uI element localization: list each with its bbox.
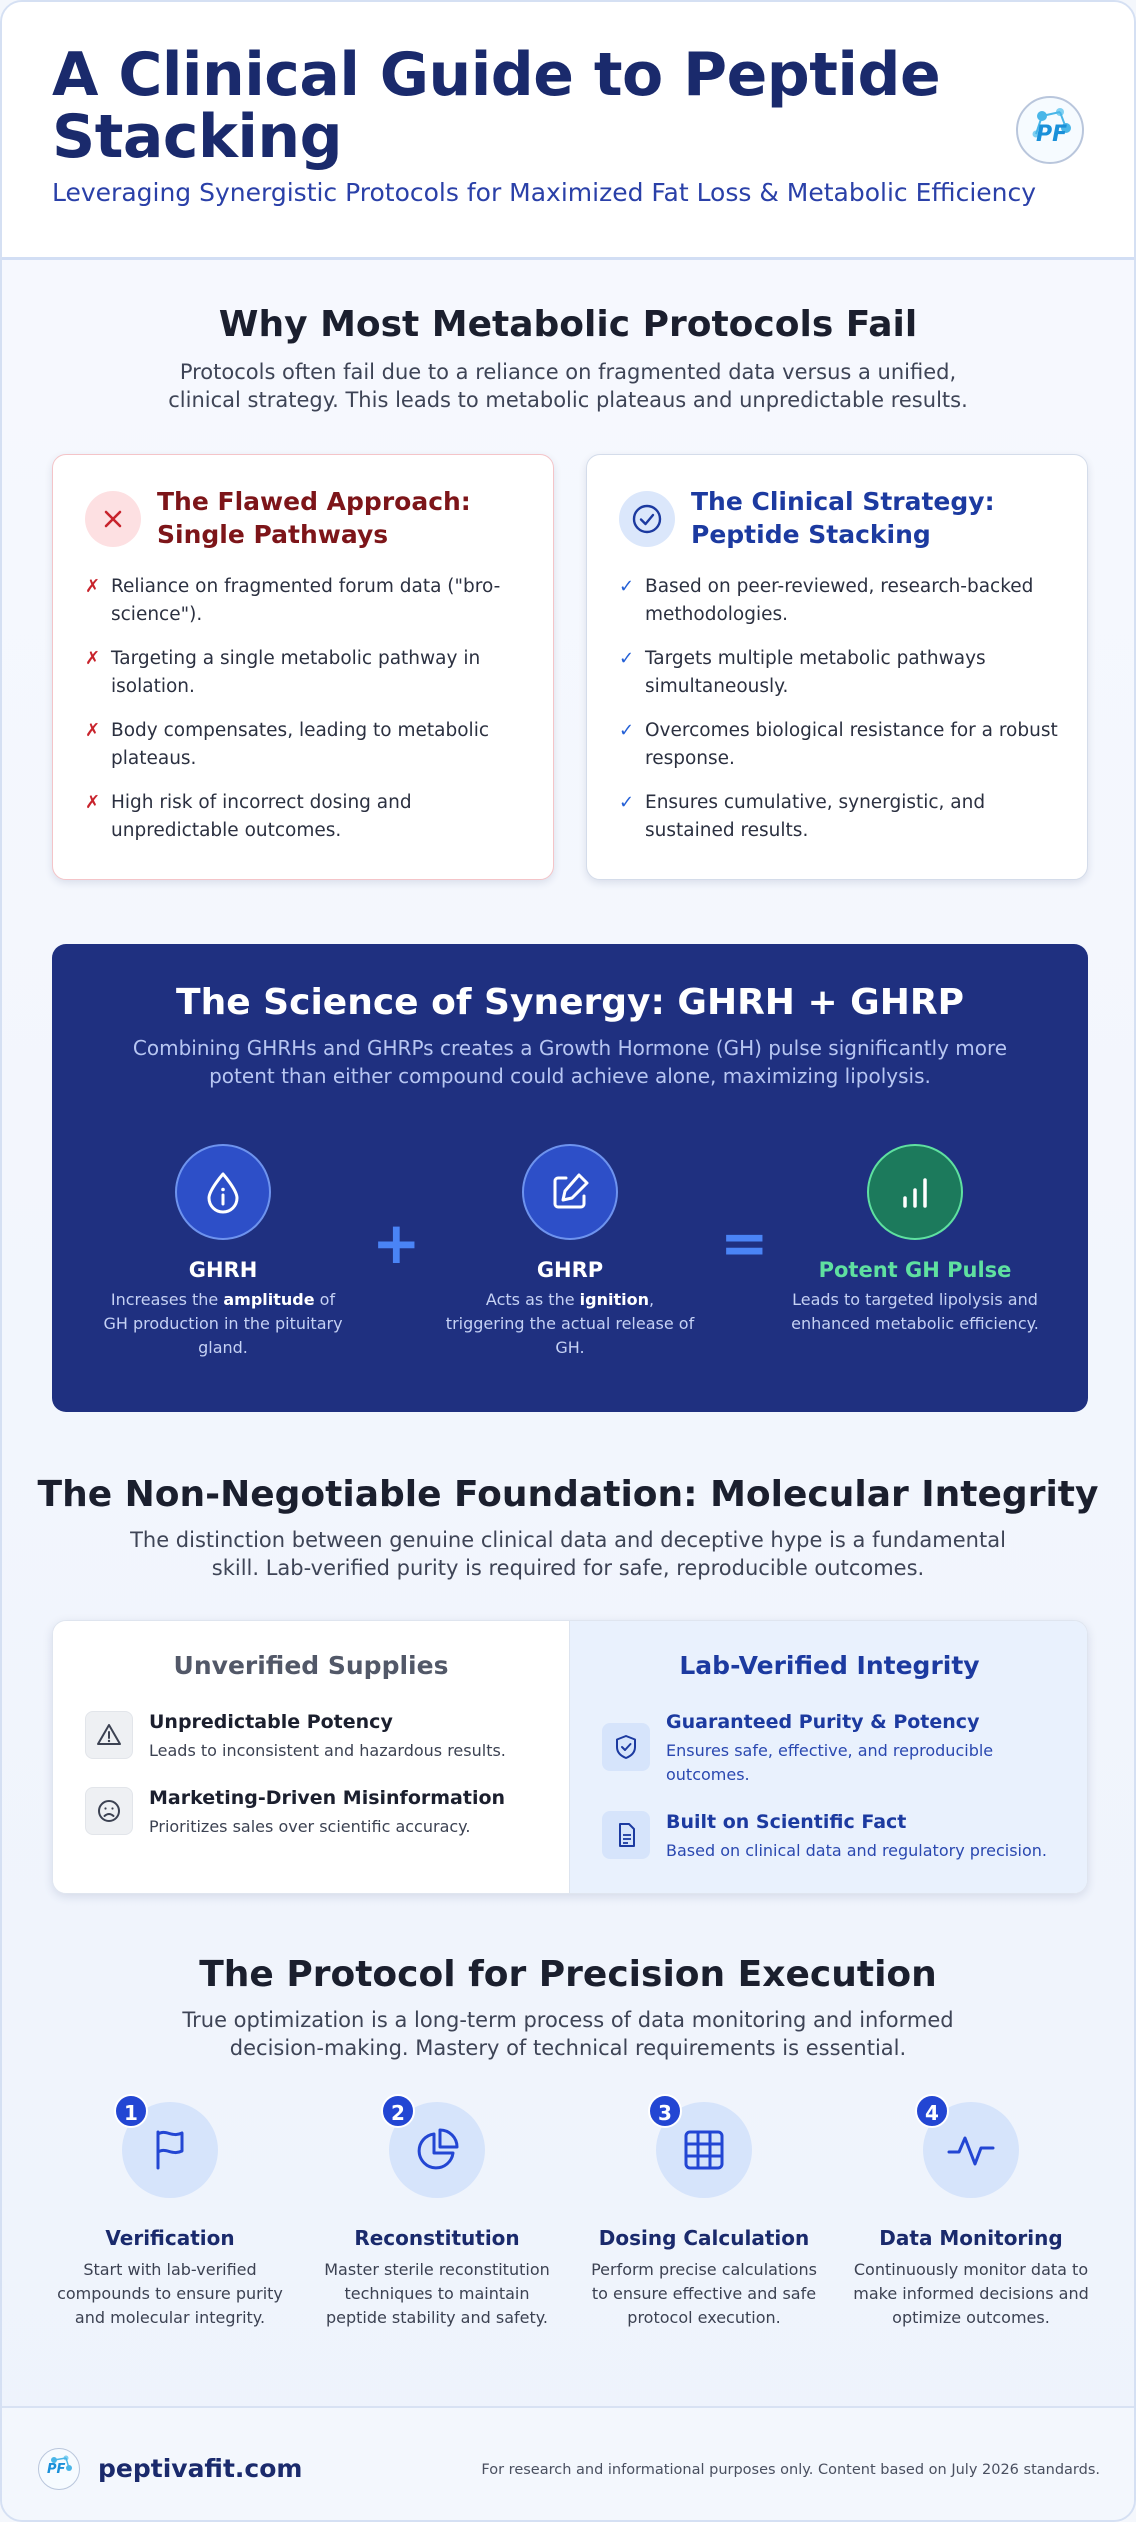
result-name: Potent GH Pulse bbox=[818, 1258, 1012, 1282]
ghrp-circle bbox=[522, 1144, 618, 1240]
step-circle bbox=[923, 2102, 1019, 2198]
unverified-column bbox=[53, 1621, 570, 1894]
ghrp-description bbox=[445, 1288, 695, 1360]
list-item bbox=[85, 717, 525, 789]
step-title: Verification bbox=[105, 2226, 235, 2250]
shield-check-icon bbox=[602, 1723, 650, 1771]
check-mark-icon: ✓ bbox=[619, 576, 635, 597]
ghrh-circle bbox=[175, 1144, 271, 1240]
list-item bbox=[619, 717, 1059, 789]
edit-pencil-icon bbox=[522, 1144, 618, 1240]
ghrp-text-part: , triggering the actual release of GH. bbox=[445, 1290, 695, 1357]
integrity-section-description: The distinction between genuine clinical data and deceptive hype is a fundamental skill. Lab-verified purity is required for safe, reproducible outcomes. bbox=[130, 1528, 1006, 1580]
list-item bbox=[85, 645, 525, 717]
list-item bbox=[619, 789, 1059, 861]
list-item-text: Ensures cumulative, synergistic, and sustained results. bbox=[645, 792, 986, 841]
synergy-panel bbox=[52, 944, 1088, 1412]
ghrh-text-part: of GH production in the pituitary gland. bbox=[103, 1290, 343, 1357]
result-description: Leads to targeted lipolysis and enhanced metabolic efficiency. bbox=[791, 1290, 1039, 1333]
failure-section-description: Protocols often fail due to a reliance on fragmented data versus a unified, clinical strategy. This leads to metabolic plateaus and unpredictable results. bbox=[168, 360, 968, 412]
step-number: 2 bbox=[381, 2094, 415, 2128]
brand-logo bbox=[1016, 96, 1084, 164]
integrity-comparison bbox=[52, 1620, 1088, 1894]
protocol-step bbox=[317, 2102, 557, 2330]
ghrp-block bbox=[445, 1144, 695, 1360]
flawed-approach-title: The Flawed Approach: Single Pathways bbox=[157, 487, 471, 549]
check-mark-icon: ✓ bbox=[619, 720, 635, 741]
cross-mark-icon: ✗ bbox=[85, 576, 101, 597]
clinical-strategy-card bbox=[586, 454, 1088, 880]
header bbox=[2, 2, 1134, 260]
result-block bbox=[790, 1144, 1040, 1336]
unverified-heading: Unverified Supplies bbox=[173, 1651, 449, 1680]
list-item bbox=[619, 645, 1059, 717]
clinical-strategy-title: The Clinical Strategy: Peptide Stacking bbox=[691, 487, 995, 549]
synergy-description: Combining GHRHs and GHRPs creates a Growth Hormone (GH) pulse significantly more potent than either compound could achieve alone, maximizing lipolysis. bbox=[132, 1036, 1008, 1088]
unverified-item-text: Prioritizes sales over scientific accuracy. bbox=[149, 1817, 471, 1836]
integrity-section-title: The Non-Negotiable Foundation: Molecular Integrity bbox=[37, 1474, 1099, 1515]
protocol-section-description: True optimization is a long-term process of data monitoring and informed decision-making. Mastery of technical requirements is essential. bbox=[182, 2008, 954, 2060]
ghrh-name: GHRH bbox=[188, 1258, 258, 1282]
plus-sign: + bbox=[372, 1209, 421, 1277]
synergy-title: The Science of Synergy: GHRH + GHRP bbox=[176, 982, 964, 1023]
flawed-approach-card bbox=[52, 454, 554, 880]
ghrp-text-part: Acts as the bbox=[485, 1290, 580, 1309]
drop-info-icon bbox=[175, 1144, 271, 1240]
unverified-item-title: Unpredictable Potency bbox=[149, 1711, 393, 1733]
cross-mark-icon: ✗ bbox=[85, 648, 101, 669]
ghrp-keyword: ignition bbox=[579, 1290, 649, 1309]
step-description: Start with lab-verified compounds to ensure purity and molecular integrity. bbox=[57, 2260, 283, 2327]
check-circle-icon bbox=[619, 491, 675, 547]
verified-item-title: Guaranteed Purity & Potency bbox=[666, 1711, 980, 1733]
footer-logo bbox=[38, 2448, 80, 2490]
protocol-step bbox=[50, 2102, 290, 2330]
list-item bbox=[85, 573, 525, 645]
footer bbox=[2, 2406, 1134, 2522]
ghrh-text-part: Increases the bbox=[110, 1290, 224, 1309]
page-title: A Clinical Guide to Peptide Stacking bbox=[52, 40, 941, 172]
list-item-text: Targets multiple metabolic pathways simultaneously. bbox=[645, 648, 986, 697]
equals-sign: = bbox=[720, 1209, 769, 1277]
clinical-badge bbox=[619, 491, 675, 547]
list-item bbox=[85, 789, 525, 861]
failure-section-title: Why Most Metabolic Protocols Fail bbox=[218, 304, 918, 345]
bar-chart-icon bbox=[867, 1144, 963, 1240]
step-description: Continuously monitor data to make informed decisions and optimize outcomes. bbox=[853, 2260, 1089, 2327]
verified-item-text: Ensures safe, effective, and reproducible outcomes. bbox=[666, 1741, 994, 1784]
step-number: 3 bbox=[648, 2094, 682, 2128]
step-circle bbox=[122, 2102, 218, 2198]
ghrh-keyword: amplitude bbox=[223, 1290, 315, 1309]
result-circle bbox=[867, 1144, 963, 1240]
footer-brand-link[interactable]: peptivafit.com bbox=[98, 2454, 303, 2483]
verified-item-title: Built on Scientific Fact bbox=[666, 1811, 907, 1833]
list-item-text: Body compensates, leading to metabolic plateaus. bbox=[111, 720, 490, 769]
step-title: Dosing Calculation bbox=[598, 2226, 810, 2250]
step-circle bbox=[656, 2102, 752, 2198]
flawed-badge bbox=[85, 491, 141, 547]
list-item-text: Based on peer-reviewed, research-backed methodologies. bbox=[645, 576, 1034, 625]
protocol-step bbox=[584, 2102, 824, 2330]
verified-column bbox=[570, 1621, 1088, 1894]
list-item-text: Targeting a single metabolic pathway in isolation. bbox=[111, 648, 481, 697]
step-number: 4 bbox=[915, 2094, 949, 2128]
list-item-text: Reliance on fragmented forum data ("bro-science"). bbox=[111, 576, 501, 625]
list-item bbox=[619, 573, 1059, 645]
unverified-item-text: Leads to inconsistent and hazardous results. bbox=[149, 1741, 506, 1760]
check-mark-icon: ✓ bbox=[619, 792, 635, 813]
unverified-item-title: Marketing-Driven Misinformation bbox=[149, 1787, 506, 1809]
ghrh-block bbox=[98, 1144, 348, 1360]
step-title: Data Monitoring bbox=[879, 2226, 1063, 2250]
protocol-section-title: The Protocol for Precision Execution bbox=[199, 1954, 937, 1995]
cross-mark-icon: ✗ bbox=[85, 720, 101, 741]
frown-icon bbox=[85, 1787, 133, 1835]
document-icon bbox=[602, 1811, 650, 1859]
check-mark-icon: ✓ bbox=[619, 648, 635, 669]
verified-item-text: Based on clinical data and regulatory precision. bbox=[666, 1841, 1048, 1860]
step-number: 1 bbox=[114, 2094, 148, 2128]
step-title: Reconstitution bbox=[354, 2226, 520, 2250]
step-circle bbox=[389, 2102, 485, 2198]
list-item-text: Overcomes biological resistance for a robust response. bbox=[645, 720, 1058, 769]
ghrh-description bbox=[98, 1288, 348, 1360]
list-item-text: High risk of incorrect dosing and unpredictable outcomes. bbox=[111, 792, 412, 841]
footer-disclaimer: For research and informational purposes only. Content based on July 2026 standards. bbox=[481, 2462, 1100, 2478]
protocol-step bbox=[851, 2102, 1091, 2330]
step-description: Master sterile reconstitution techniques to maintain peptide stability and safety. bbox=[324, 2260, 550, 2327]
step-description: Perform precise calculations to ensure effective and safe protocol execution. bbox=[591, 2260, 817, 2327]
ghrp-name: GHRP bbox=[536, 1258, 604, 1282]
footer-logo-text: PF bbox=[47, 2462, 66, 2477]
verified-heading: Lab-Verified Integrity bbox=[679, 1651, 980, 1680]
brand-logo-text: PF bbox=[1036, 122, 1068, 147]
cross-mark-icon: ✗ bbox=[85, 792, 101, 813]
warning-icon bbox=[85, 1711, 133, 1759]
clinical-strategy-list bbox=[619, 573, 1059, 861]
close-x-icon bbox=[85, 491, 141, 547]
page-subtitle: Leveraging Synergistic Protocols for Maximized Fat Loss & Metabolic Efficiency bbox=[52, 178, 1037, 207]
flawed-approach-list bbox=[85, 573, 525, 861]
